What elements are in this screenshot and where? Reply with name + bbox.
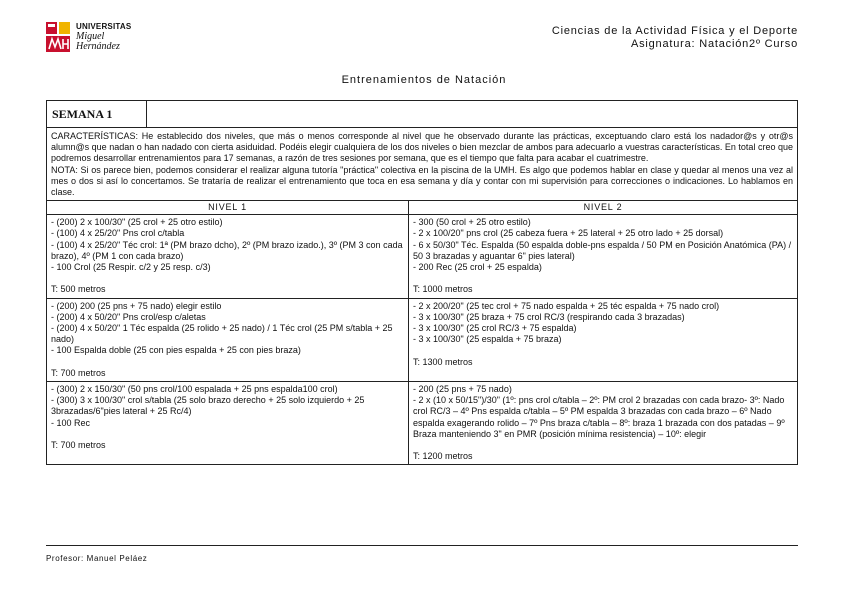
exercise-line: - (200) 200 (25 pns + 75 nado) elegir estilo xyxy=(51,300,222,311)
session-total: T: 700 metros xyxy=(51,367,106,378)
course-degree: Ciencias de la Actividad Física y el Deporte xyxy=(551,25,798,37)
logo-wordmark xyxy=(76,22,131,52)
page-header xyxy=(46,22,798,56)
logo-universitas: UNIVERSITAS xyxy=(76,22,132,31)
session-total: T: 700 metros xyxy=(51,440,106,451)
training-table xyxy=(46,100,798,465)
spacer xyxy=(51,429,404,440)
umh-logo-icon xyxy=(46,22,72,52)
footer-professor: Profesor: Manuel Peláez xyxy=(46,554,148,563)
document-title: Entrenamientos de Natación xyxy=(341,74,507,86)
session-2-nivel1-cell xyxy=(47,299,409,382)
spacer xyxy=(51,273,404,284)
exercise-line: - (100) 4 x 25/20" Pns crol c/tabla xyxy=(51,228,185,239)
characteristics-text: CARACTERÍSTICAS: He establecido dos niveles, que más o menos corresponde al nivel que he observado durante las prácticas, exceptuando claro está los nadador@s y otr@s alumn@s que nadan o han nadado con cierta asiduidad. Podéis elegir cualquiera de los dos niveles o bien mezclar de ambos para adecuarlo a vuestras características. En total creo que podremos desarrollar entrenamientos para 17 semanas, a razón de tres sesiones por semana, que es el tiempo que falta para acabar el cuatrimestre. xyxy=(51,131,793,164)
exercise-line: - 300 (50 crol + 25 otro estilo) xyxy=(413,217,531,228)
session-total: T: 1200 metros xyxy=(413,451,473,462)
exercise-line: - 100 Espalda doble (25 con pies espalda + 25 con pies braza) xyxy=(51,345,301,356)
session-3-nivel1-cell xyxy=(47,382,409,464)
spacer xyxy=(51,357,404,368)
exercise-line: - (200) 4 x 50/20" Pns crol/esp c/aletas xyxy=(51,311,206,322)
exercise-line: - (300) 2 x 150/30" (50 pns crol/100 espalada + 25 pns espalda100 crol) xyxy=(51,384,338,395)
exercise-line: - 100 Rec xyxy=(51,417,91,428)
exercise-line: - 2 x (10 x 50/15")/30" (1º: pns crol c/tabla – 2º: PM crol 2 brazadas con cada brazo- 3º: Nado crol RC/3 – 4º Pns espalda c/tabla – 5º PM espalda 3 brazadas con cada brazo – 6º Nado espalda exagerando rolido – 7º Pns braza c/tabla – 8º: braza 1 brazada con dos patadas – 9º Braza manteniendo 3" en PMR (posición mínima resistencia) – 10º: elegir xyxy=(413,395,785,439)
week-label: SEMANA 1 xyxy=(47,101,147,127)
exercise-line: - 200 (25 pns + 75 nado) xyxy=(413,384,512,395)
spacer xyxy=(413,440,793,451)
session-1-nivel2-cell xyxy=(409,215,797,298)
session-2-nivel2-cell xyxy=(409,299,797,382)
sessions-grid xyxy=(47,201,797,464)
exercise-line: - 2 x 200/20" (25 tec crol + 75 nado espalda + 25 téc espalda + 75 nado crol) xyxy=(413,300,720,311)
exercise-line: - 100 Crol (25 Respir. c/2 y 25 resp. c/3) xyxy=(51,262,211,273)
description-block xyxy=(47,128,797,201)
column-header-level2: NIVEL 2 xyxy=(409,201,797,215)
session-total: T: 1000 metros xyxy=(413,284,473,295)
note-text: NOTA: Si os parece bien, podemos considerar el realizar alguna tutoría "práctica" colectiva en la piscina de la UMH. Es algo que podemos hablar en clase y quedar al menos una vez al mes o dos si así lo concertamos. Se trataría de realizar el entrenamiento que toca en esa semana y día y contar con mi supervisión para correcciones o indicaciones. Lo hablamos en clase. xyxy=(51,164,793,198)
exercise-line: - (200) 2 x 100/30" (25 crol + 25 otro estilo) xyxy=(51,217,223,228)
exercise-line: - 200 Rec (25 crol + 25 espalda) xyxy=(413,262,542,273)
exercise-line: - (200) 4 x 50/20" 1 Téc espalda (25 rolido + 25 nado) / 1 Téc crol (25 PM s/tabla + 25 nado) xyxy=(51,323,393,345)
course-info xyxy=(552,25,798,51)
session-total: T: 1300 metros xyxy=(413,356,473,367)
university-logo xyxy=(46,22,156,56)
exercise-line: - (100) 4 x 25/20" Téc crol: 1ª (PM brazo dcho), 2º (PM brazo izado.), 3º (PM 3 con cada brazo), 4º (PM 1 con cada brazo) xyxy=(51,239,403,261)
session-1-nivel1-cell xyxy=(47,215,409,298)
exercise-line: - 6 x 50/30" Téc. Espalda (50 espalda doble-pns espalda / 50 PM en Posición Anatómica (PA) / 50 3 brazadas y aguantar 6" pies lateral) xyxy=(413,239,792,261)
session-total: T: 500 metros xyxy=(51,284,106,295)
logo-hernandez: Hernández xyxy=(76,41,120,52)
footer-divider xyxy=(46,545,798,546)
spacer xyxy=(413,273,793,284)
column-header-level1: NIVEL 1 xyxy=(47,201,409,215)
course-subject: Asignatura: Natación2º Curso xyxy=(630,38,798,50)
exercise-line: - 3 x 100/30" (25 crol RC/3 + 75 espalda) xyxy=(413,323,577,334)
week-header xyxy=(47,101,797,128)
exercise-line: - 3 x 100/30" (25 espalda + 75 braza) xyxy=(413,334,562,345)
exercise-line: - 3 x 100/30" (25 braza + 75 crol RC/3 (respirando cada 3 brazadas) xyxy=(413,311,685,322)
logo-miguel: Miguel xyxy=(76,31,105,42)
exercise-line: - (300) 3 x 100/30" crol s/tabla (25 solo brazo derecho + 25 solo izquierdo + 25 3brazadas/6"pies lateral + 25 Rc/4) xyxy=(51,395,365,417)
session-3-nivel2-cell xyxy=(409,382,797,464)
exercise-line: - 2 x 100/20" pns crol (25 cabeza fuera + 25 lateral + 25 otro lado + 25 dorsal) xyxy=(413,228,724,239)
spacer xyxy=(413,345,793,356)
